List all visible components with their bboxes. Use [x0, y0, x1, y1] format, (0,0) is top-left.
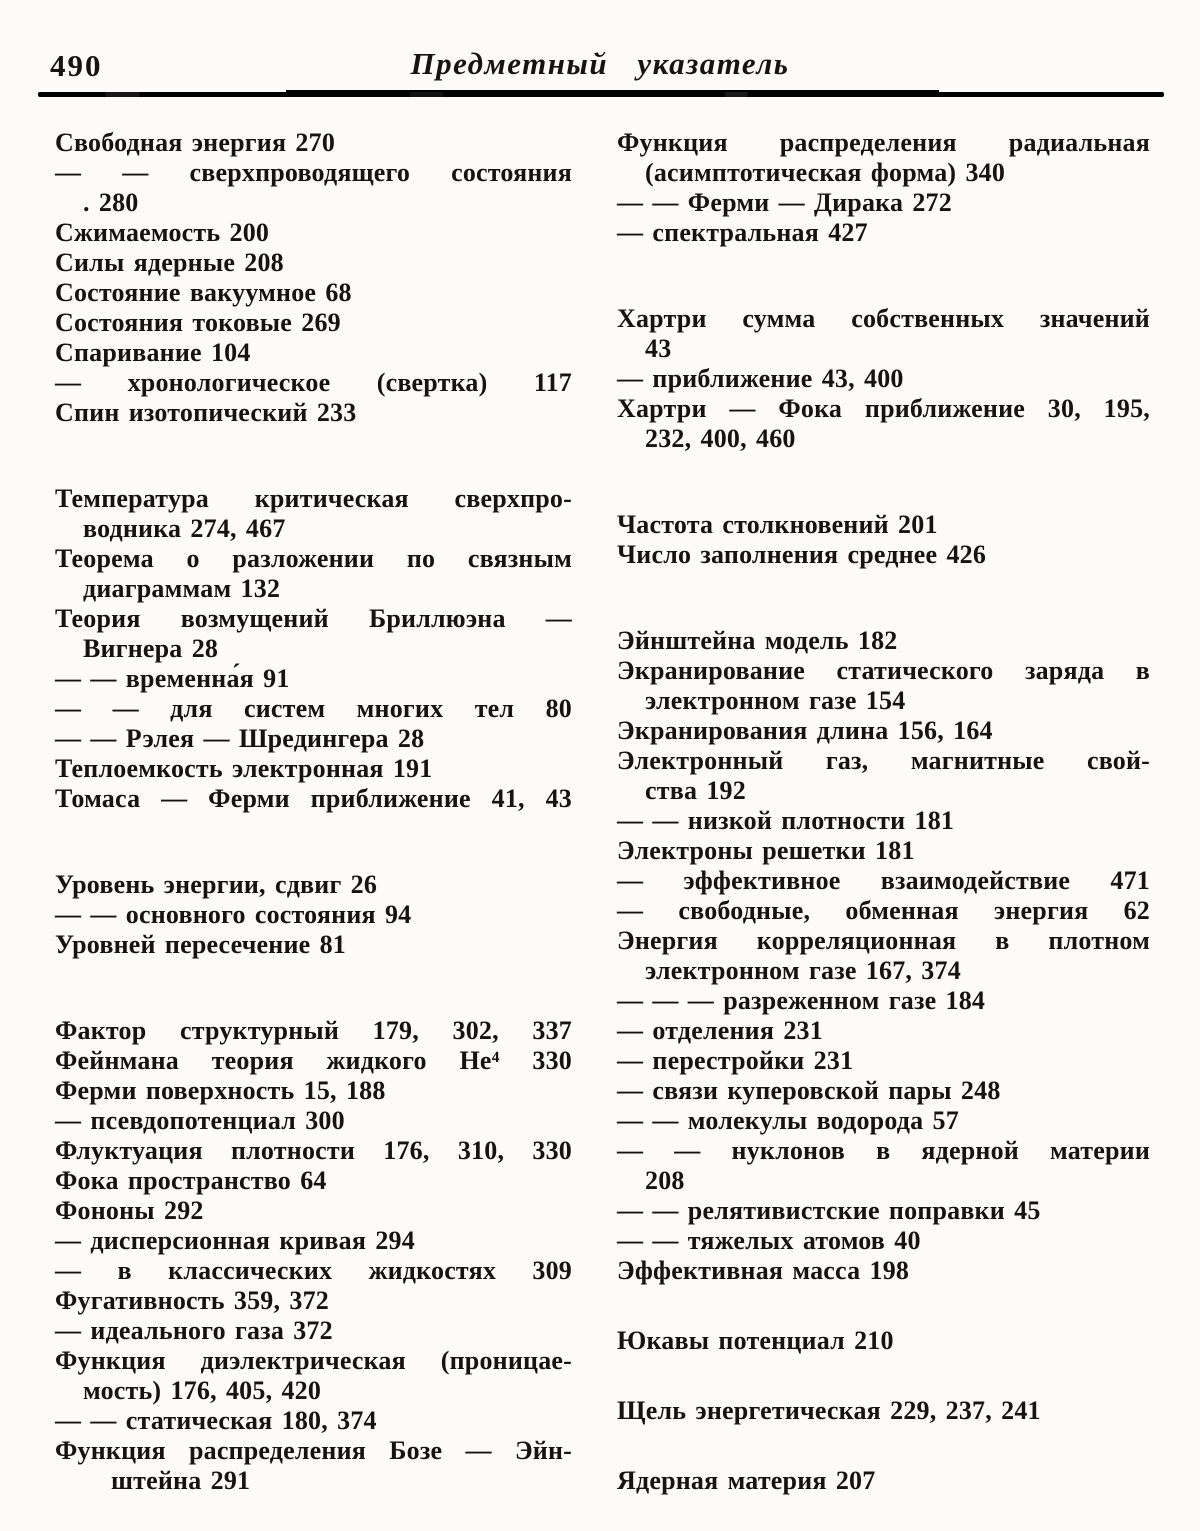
index-entry-line: Вигнера 28	[83, 634, 219, 663]
index-columns	[55, 128, 1150, 1496]
index-group	[55, 128, 572, 428]
index-column-right	[617, 128, 1150, 1496]
index-entry-line: Эйнштейна модель 182	[617, 626, 898, 655]
index-entry-line: — отделения 231	[617, 1016, 823, 1045]
index-group	[617, 128, 1150, 248]
index-entry-line: — приближение 43, 400	[617, 364, 904, 393]
index-entry-line: Щель энергетическая 229, 237, 241	[617, 1396, 1041, 1425]
index-entry-line: Ядерная материя 207	[617, 1466, 876, 1495]
index-entry-line: — — статическая 180, 374	[55, 1406, 377, 1435]
index-entry-line: Электроны решетки 181	[617, 836, 915, 865]
index-entry-line: штейна 291	[111, 1466, 251, 1495]
index-entry-line: — эффективное взаимодействие 471	[617, 866, 1150, 895]
index-entry-line: Юкавы потенциал 210	[617, 1326, 894, 1355]
index-entry-line: — дисперсионная кривая 294	[55, 1226, 415, 1255]
index-entry-line: Спаривание 104	[55, 338, 251, 367]
index-entry-line: — — временна́я 91	[55, 664, 290, 693]
index-entry-line: Сжимаемость 200	[55, 218, 270, 247]
header-rule	[38, 92, 1164, 97]
index-entry-line: — — релятивистские поправки 45	[617, 1196, 1041, 1225]
index-entry-line: Частота столкновений 201	[617, 510, 938, 539]
index-entry-line: Фононы 292	[55, 1196, 204, 1225]
index-group	[55, 870, 572, 960]
index-entry-line: Число заполнения среднее 426	[617, 540, 987, 569]
page-title: Предметный указатель	[410, 46, 790, 81]
index-entry-line: — — основного состояния 94	[55, 900, 412, 929]
index-entry-line: Ферми поверхность 15, 188	[55, 1076, 386, 1105]
index-entry-line: Функция распределения радиальная	[617, 128, 1150, 157]
index-entry-line: — связи куперовской пары 248	[617, 1076, 1001, 1105]
index-entry-line: . 280	[83, 188, 139, 217]
index-entry-line: Томаса — Ферми приближение 41, 43	[55, 784, 572, 813]
index-entry-line: Хартри сумма собственных значений	[617, 304, 1150, 333]
index-entry-line: Состояние вакуумное 68	[55, 278, 352, 307]
index-entry-line: Фейнмана теория жидкого He⁴ 330	[55, 1046, 572, 1075]
index-group	[617, 510, 1150, 570]
index-entry-line: Фугативность 359, 372	[55, 1286, 329, 1315]
index-entry-line: Электронный газ, магнитные свой-	[617, 746, 1150, 775]
index-entry-line: мость) 176, 405, 420	[83, 1376, 322, 1405]
index-entry-line: Теория возмущений Бриллюэна —	[55, 604, 572, 633]
index-entry-line: — спектральная 427	[617, 218, 868, 247]
index-column-left	[55, 128, 572, 1496]
index-entry-line: — — Ферми — Дирака 272	[617, 188, 952, 217]
index-entry-line: — — Рэлея — Шредингера 28	[55, 724, 425, 753]
index-entry-line: — псевдопотенциал 300	[55, 1106, 345, 1135]
index-entry-line: — — сверхпроводящего состояния	[55, 158, 572, 187]
index-entry-line: Спин изотопический 233	[55, 398, 357, 427]
index-entry-line: 208	[645, 1166, 685, 1195]
index-entry-line: 43	[645, 334, 672, 363]
index-entry-line: — — молекулы водорода 57	[617, 1106, 959, 1135]
index-group	[55, 1016, 572, 1496]
index-entry-line: Функция диэлектрическая (проницае-	[55, 1346, 572, 1375]
index-entry-line: — перестройки 231	[617, 1046, 854, 1075]
index-entry-line: Состояния токовые 269	[55, 308, 341, 337]
index-entry-line: Экранирование статического заряда в	[617, 656, 1150, 685]
index-entry-line: — в классических жидкостях 309	[55, 1256, 572, 1285]
index-entry-line: электронном газе 154	[645, 686, 906, 715]
index-entry-line: Теорема о разложении по связным	[55, 544, 572, 573]
index-entry-line: Фока пространство 64	[55, 1166, 327, 1195]
index-entry-line: Эффективная масса 198	[617, 1256, 910, 1285]
index-entry-line: — — тяжелых атомов 40	[617, 1226, 921, 1255]
index-entry-line: Энергия корреляционная в плотном	[617, 926, 1150, 955]
index-entry-line: Хартри — Фока приближение 30, 195,	[617, 394, 1150, 423]
index-entry-line: Свободная энергия 270	[55, 128, 336, 157]
index-entry-line: — — для систем многих тел 80	[55, 694, 572, 723]
index-entry-line: электронном газе 167, 374	[645, 956, 961, 985]
index-entry-line: Температура критическая сверхпро-	[55, 484, 572, 513]
index-entry-line: Уровней пересечение 81	[55, 930, 346, 959]
index-group	[617, 1466, 1150, 1496]
index-entry-line: Функция распределения Бозе — Эйн-	[55, 1436, 572, 1465]
index-group	[617, 1326, 1150, 1356]
index-entry-line: 232, 400, 460	[645, 424, 796, 453]
index-entry-line: (асимптотическая форма) 340	[645, 158, 1006, 187]
index-entry-line: водника 274, 467	[83, 514, 286, 543]
index-entry-line: — — — разреженном газе 184	[617, 986, 986, 1015]
index-entry-line: ства 192	[645, 776, 746, 805]
index-entry-line: диаграммам 132	[83, 574, 281, 603]
index-entry-line: — — низкой плотности 181	[617, 806, 955, 835]
index-group	[617, 626, 1150, 1286]
index-entry-line: Флуктуация плотности 176, 310, 330	[55, 1136, 572, 1165]
index-entry-line: Теплоемкость электронная 191	[55, 754, 433, 783]
index-entry-line: — хронологическое (свертка) 117	[55, 368, 572, 397]
index-entry-line: Уровень энергии, сдвиг 26	[55, 870, 378, 899]
index-entry-line: — — нуклонов в ядерной материи	[617, 1136, 1150, 1165]
index-entry-line: Экранирования длина 156, 164	[617, 716, 993, 745]
index-entry-line: — свободные, обменная энергия 62	[617, 896, 1150, 925]
index-group	[617, 1396, 1150, 1426]
index-entry-line: — идеального газа 372	[55, 1316, 333, 1345]
index-group	[55, 484, 572, 814]
index-entry-line: Фактор структурный 179, 302, 337	[55, 1016, 572, 1045]
index-group	[617, 304, 1150, 454]
index-entry-line: Силы ядерные 208	[55, 248, 284, 277]
page-number: 490	[50, 48, 103, 83]
